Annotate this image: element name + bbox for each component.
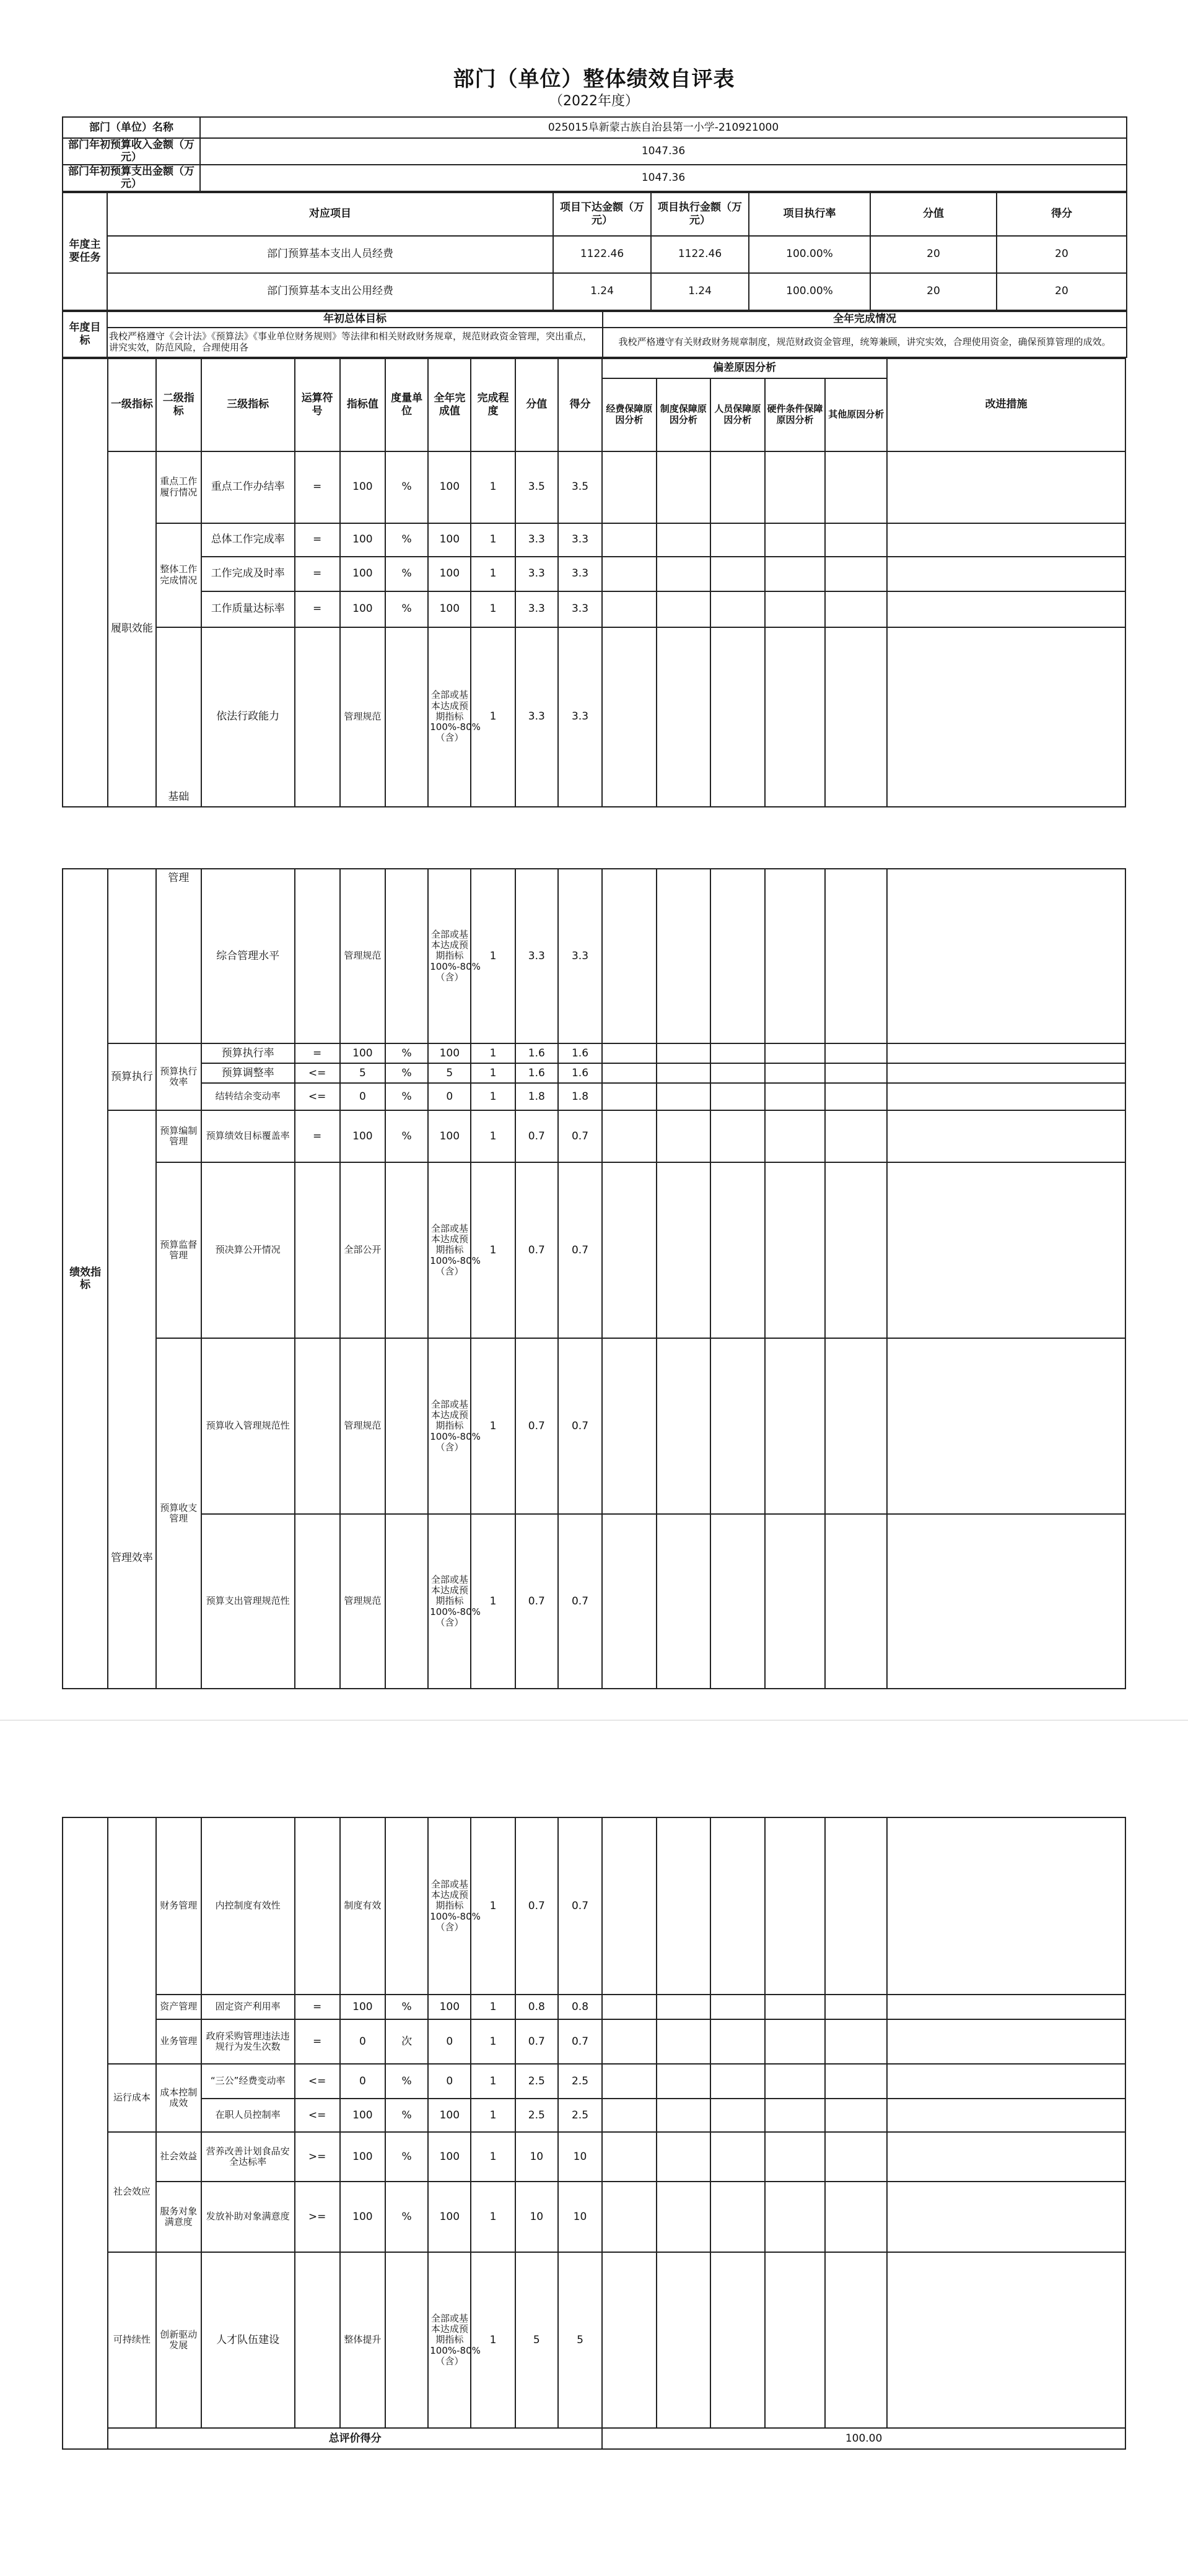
degree: 1 [471, 2064, 515, 2099]
total-row [63, 2428, 1125, 2449]
unit: % [385, 523, 428, 557]
budget-expense-value: 1047.36 [200, 165, 1127, 191]
l2-shehuixy: 社会效益 [156, 2132, 201, 2182]
task-rate: 100.00% [749, 273, 870, 310]
unit: % [385, 591, 428, 627]
degree: 1 [471, 2019, 515, 2064]
l2-zhongdian: 重点工作履行情况 [156, 451, 201, 523]
annual-goals-label: 年度目标 [63, 311, 107, 357]
col-executed-amount: 项目执行金额（万元） [651, 193, 749, 236]
value: 10 [515, 2182, 558, 2252]
operator: = [295, 1110, 340, 1162]
actual-range: 全部或基本达成预期指标100%-80%（含） [428, 1338, 471, 1514]
indicator-name: 结转结余变动率 [201, 1083, 295, 1110]
target: 100 [340, 591, 385, 627]
perf-section-left-cell [63, 359, 108, 807]
l1-lvzhi [108, 451, 155, 807]
score: 0.7 [558, 1338, 602, 1514]
col-dev-hardware: 硬件条件保障原因分析 [765, 378, 826, 451]
target: 100 [340, 2099, 385, 2132]
table-row [63, 557, 1125, 591]
completion-label: 全年完成情况 [603, 311, 1127, 328]
unit: % [385, 557, 428, 591]
target: 0 [340, 2019, 385, 2064]
indicator-name: 预算绩效目标覆盖率 [201, 1110, 295, 1162]
degree: 1 [471, 2182, 515, 2252]
table-row [63, 1162, 1125, 1338]
actual-range: 全部或基本达成预期指标100%-80%（含） [428, 1817, 471, 1995]
value: 1.6 [515, 1043, 558, 1063]
score: 0.7 [558, 1110, 602, 1162]
indicator-name: 预算执行率 [201, 1043, 295, 1063]
operator: = [295, 2019, 340, 2064]
task-value: 20 [870, 236, 997, 273]
actual-range: 全部或基本达成预期指标100%-80%（含） [428, 1162, 471, 1338]
col-score: 得分 [997, 193, 1127, 236]
indicator-name: 工作完成及时率 [201, 557, 295, 591]
target: 制度有效 [340, 1817, 385, 1995]
table-row [63, 1514, 1125, 1689]
degree: 1 [471, 2099, 515, 2132]
score: 10 [558, 2182, 602, 2252]
col-actual: 全年完成值 [428, 359, 471, 451]
table-row [63, 2132, 1125, 2182]
col-degree: 完成程度 [471, 359, 515, 451]
degree: 1 [471, 1995, 515, 2019]
value: 2.5 [515, 2099, 558, 2132]
l1-label: 履职效能 [110, 622, 153, 635]
indicator-name: 营养改善计划食品安全达标率 [201, 2132, 295, 2182]
actual: 100 [428, 591, 471, 627]
score: 5 [558, 2252, 602, 2428]
col-dev-funding: 经费保障原因分析 [602, 378, 657, 451]
degree: 1 [471, 523, 515, 557]
unit: % [385, 1083, 428, 1110]
degree: 1 [471, 1063, 515, 1083]
page-subtitle: （2022年度） [549, 94, 639, 109]
value: 1.8 [515, 1083, 558, 1110]
degree: 1 [471, 627, 515, 807]
l2-yusuan-zxxl: 预算执行效率 [156, 1043, 201, 1110]
unit: % [385, 2132, 428, 2182]
actual: 100 [428, 2099, 471, 2132]
budget-income-value: 1047.36 [200, 138, 1127, 165]
col-l2: 二级指标 [156, 359, 201, 451]
table-row [63, 1338, 1125, 1514]
actual: 0 [428, 2064, 471, 2099]
unit-name-label: 部门（单位）名称 [63, 117, 200, 138]
degree: 1 [471, 1338, 515, 1514]
task-name: 部门预算基本支出人员经费 [107, 236, 553, 273]
indicator-name: 发放补助对象满意度 [201, 2182, 295, 2252]
col-issued-amount: 项目下达金额（万元） [553, 193, 651, 236]
task-executed: 1.24 [651, 273, 749, 310]
col-operator: 运算符号 [295, 359, 340, 451]
l1-guanli: 管理效率 [108, 1110, 155, 1689]
l2-fuwu: 服务对象满意度 [156, 2182, 201, 2252]
unit-name-value: 025015阜新蒙古族自治县第一小学-210921000 [200, 117, 1127, 138]
table-row [63, 1110, 1125, 1162]
budget-expense-label: 部门年初预算支出金额（万元） [63, 165, 200, 191]
operator: = [295, 523, 340, 557]
score: 3.3 [558, 557, 602, 591]
target: 管理规范 [340, 627, 385, 807]
degree: 1 [471, 1083, 515, 1110]
value: 2.5 [515, 2064, 558, 2099]
score: 3.3 [558, 627, 602, 807]
annual-tasks-table [62, 192, 1127, 311]
col-improve: 改进措施 [887, 359, 1125, 451]
total-label: 总评价得分 [108, 2428, 602, 2449]
target: 100 [340, 2132, 385, 2182]
col-unit: 度量单位 [385, 359, 428, 451]
l2-chuangxin: 创新驱动发展 [156, 2252, 201, 2428]
indicator-name: 预算收入管理规范性 [201, 1338, 295, 1514]
target: 100 [340, 1043, 385, 1063]
target: 0 [340, 1083, 385, 1110]
unit: % [385, 2064, 428, 2099]
target: 100 [340, 557, 385, 591]
col-value: 分值 [515, 359, 558, 451]
degree: 1 [471, 869, 515, 1043]
task-score: 20 [997, 236, 1127, 273]
operator: = [295, 591, 340, 627]
operator: = [295, 557, 340, 591]
operator: = [295, 451, 340, 523]
col-target: 指标值 [340, 359, 385, 451]
target: 100 [340, 523, 385, 557]
target: 整体提升 [340, 2252, 385, 2428]
perf-label-text: 绩效指标 [69, 1266, 102, 1291]
table-row [63, 2099, 1125, 2132]
l1-shehui: 社会效应 [108, 2132, 155, 2252]
operator: = [295, 1995, 340, 2019]
col-l1: 一级指标 [108, 359, 155, 451]
score: 0.7 [558, 1817, 602, 1995]
value: 3.3 [515, 627, 558, 807]
score: 3.5 [558, 451, 602, 523]
page-break [0, 1720, 1188, 1721]
value: 1.6 [515, 1063, 558, 1083]
indicator-name: 预决算公开情况 [201, 1162, 295, 1338]
target: 管理规范 [340, 869, 385, 1043]
actual-range: 全部或基本达成预期指标100%-80%（含） [428, 627, 471, 807]
degree: 1 [471, 1514, 515, 1689]
operator: <= [295, 1083, 340, 1110]
indicator-name: 预算调整率 [201, 1063, 295, 1083]
table-row [63, 2252, 1125, 2428]
indicator-name: 总体工作完成率 [201, 523, 295, 557]
target: 5 [340, 1063, 385, 1083]
completion-text: 我校严格遵守有关财政财务规章制度，规范财政资金管理，统筹兼顾，讲究实效，合理使用资金，确保预算管理的成效。 [603, 328, 1127, 357]
table-row [63, 591, 1125, 627]
l2-zhengti: 整体工作完成情况 [156, 523, 201, 627]
unit: 次 [385, 2019, 428, 2064]
operator: >= [295, 2132, 340, 2182]
perf-section-left-cell [63, 1817, 108, 2449]
col-score-value: 分值 [870, 193, 997, 236]
value: 5 [515, 2252, 558, 2428]
score: 1.6 [558, 1043, 602, 1063]
col-dev-other: 其他原因分析 [825, 378, 887, 451]
task-issued: 1122.46 [553, 236, 651, 273]
unit: % [385, 451, 428, 523]
table-row [63, 236, 1127, 273]
l1-yusuan-zx: 预算执行 [108, 1043, 155, 1110]
target: 100 [340, 2182, 385, 2252]
initial-goal-text: 我校严格遵守《会计法》《预算法》《事业单位财务规则》等法律和相关财政财务规章，规范财政资金管理，突出重点，讲究实效，防范风险，合理使用各 [107, 328, 603, 357]
table-row [63, 451, 1125, 523]
score: 1.6 [558, 1063, 602, 1083]
actual: 100 [428, 557, 471, 591]
actual: 0 [428, 2019, 471, 2064]
target: 0 [340, 2064, 385, 2099]
table-row [63, 1063, 1125, 1083]
operator: <= [295, 1063, 340, 1083]
score: 10 [558, 2132, 602, 2182]
indicator-name: 重点工作办结率 [201, 451, 295, 523]
degree: 1 [471, 1043, 515, 1063]
task-score: 20 [997, 273, 1127, 310]
indicator-name: 依法行政能力 [201, 627, 295, 807]
initial-goal-label: 年初总体目标 [107, 311, 603, 328]
actual: 0 [428, 1083, 471, 1110]
performance-table-part-3 [62, 1817, 1126, 2450]
degree: 1 [471, 557, 515, 591]
score: 0.7 [558, 1162, 602, 1338]
indicator-name: 预算支出管理规范性 [201, 1514, 295, 1689]
l1-guanli-cont [108, 1817, 155, 2064]
indicator-name: 内控制度有效性 [201, 1817, 295, 1995]
l2-yewu: 业务管理 [156, 2019, 201, 2064]
actual: 100 [428, 1110, 471, 1162]
unit: % [385, 1110, 428, 1162]
table-row [63, 869, 1125, 1043]
value: 0.7 [515, 1162, 558, 1338]
unit: % [385, 1043, 428, 1063]
actual: 100 [428, 2182, 471, 2252]
value: 0.7 [515, 2019, 558, 2064]
table-row [63, 1043, 1125, 1063]
value: 3.3 [515, 557, 558, 591]
score: 3.3 [558, 523, 602, 557]
l2-yusuan-bz: 预算编制管理 [156, 1110, 201, 1162]
target: 管理规范 [340, 1514, 385, 1689]
task-executed: 1122.46 [651, 236, 749, 273]
operator: <= [295, 2064, 340, 2099]
col-dev-staff: 人员保障原因分析 [710, 378, 765, 451]
table-row [63, 627, 1125, 807]
annual-tasks-label: 年度主要任务 [63, 193, 107, 310]
value: 0.7 [515, 1338, 558, 1514]
table-row [63, 2182, 1125, 2252]
degree: 1 [471, 451, 515, 523]
table-row [63, 523, 1125, 557]
operator: >= [295, 2182, 340, 2252]
indicator-name: 在职人员控制率 [201, 2099, 295, 2132]
indicator-name: 工作质量达标率 [201, 591, 295, 627]
actual: 100 [428, 1043, 471, 1063]
actual-range: 全部或基本达成预期指标100%-80%（含） [428, 2252, 471, 2428]
l2-jichu-bottom: 管理 [156, 869, 201, 1043]
score: 0.7 [558, 1514, 602, 1689]
evaluation-table-section-1 [62, 116, 1127, 192]
actual: 100 [428, 523, 471, 557]
target: 100 [340, 451, 385, 523]
value: 3.3 [515, 869, 558, 1043]
task-issued: 1.24 [553, 273, 651, 310]
col-score: 得分 [558, 359, 602, 451]
unit: % [385, 1063, 428, 1083]
col-project: 对应项目 [107, 193, 553, 236]
task-value: 20 [870, 273, 997, 310]
value: 3.3 [515, 523, 558, 557]
table-row [63, 1817, 1125, 1995]
score: 0.7 [558, 2019, 602, 2064]
l1-yunxing: 运行成本 [108, 2064, 155, 2132]
actual: 100 [428, 1995, 471, 2019]
col-dev-system: 制度保障原因分析 [657, 378, 711, 451]
l2-yusuan-sz: 预算收支管理 [156, 1338, 201, 1689]
l2-yusuan-jd: 预算监督管理 [156, 1162, 201, 1338]
unit: % [385, 2099, 428, 2132]
score: 3.3 [558, 869, 602, 1043]
score: 1.8 [558, 1083, 602, 1110]
actual: 5 [428, 1063, 471, 1083]
actual-range: 全部或基本达成预期指标100%-80%（含） [428, 869, 471, 1043]
l2-chengben: 成本控制成效 [156, 2064, 201, 2132]
target: 100 [340, 1110, 385, 1162]
value: 0.7 [515, 1514, 558, 1689]
task-name: 部门预算基本支出公用经费 [107, 273, 553, 310]
score: 2.5 [558, 2099, 602, 2132]
annual-goals-table [62, 311, 1127, 358]
indicator-name: 人才队伍建设 [201, 2252, 295, 2428]
performance-table-part-2 [62, 868, 1126, 1689]
degree: 1 [471, 2252, 515, 2428]
l2-caiwu: 财务管理 [156, 1817, 201, 1995]
l2-zichan: 资产管理 [156, 1995, 201, 2019]
value: 0.7 [515, 1817, 558, 1995]
actual: 100 [428, 2132, 471, 2182]
value: 10 [515, 2132, 558, 2182]
value: 0.7 [515, 1110, 558, 1162]
actual-range: 全部或基本达成预期指标100%-80%（含） [428, 1514, 471, 1689]
task-rate: 100.00% [749, 236, 870, 273]
table-row [63, 1083, 1125, 1110]
col-execution-rate: 项目执行率 [749, 193, 870, 236]
performance-table-part-1 [62, 358, 1126, 807]
budget-income-label: 部门年初预算收入金额（万元） [63, 138, 200, 165]
col-deviation: 偏差原因分析 [602, 359, 887, 378]
degree: 1 [471, 1110, 515, 1162]
col-l3: 三级指标 [201, 359, 295, 451]
degree: 1 [471, 1817, 515, 1995]
target: 管理规范 [340, 1338, 385, 1514]
target: 100 [340, 1995, 385, 2019]
degree: 1 [471, 1162, 515, 1338]
table-row [63, 273, 1127, 310]
score: 3.3 [558, 591, 602, 627]
degree: 1 [471, 591, 515, 627]
table-row [63, 1995, 1125, 2019]
total-value: 100.00 [602, 2428, 1125, 2449]
value: 3.5 [515, 451, 558, 523]
target: 全部公开 [340, 1162, 385, 1338]
indicator-name: 政府采购管理违法违规行为发生次数 [201, 2019, 295, 2064]
value: 0.8 [515, 1995, 558, 2019]
l2-jichu-top: 基础 [156, 627, 201, 807]
indicator-name: 固定资产利用率 [201, 1995, 295, 2019]
score: 2.5 [558, 2064, 602, 2099]
operator: = [295, 1043, 340, 1063]
table-row [63, 2019, 1125, 2064]
table-row [63, 2064, 1125, 2099]
degree: 1 [471, 2132, 515, 2182]
value: 3.3 [515, 591, 558, 627]
unit: % [385, 2182, 428, 2252]
operator: <= [295, 2099, 340, 2132]
page-title: 部门（单位）整体绩效自评表 [453, 67, 735, 92]
score: 0.8 [558, 1995, 602, 2019]
unit: % [385, 1995, 428, 2019]
actual: 100 [428, 451, 471, 523]
indicator-name: 综合管理水平 [201, 869, 295, 1043]
indicator-name: “三公”经费变动率 [201, 2064, 295, 2099]
l1-kechixu: 可持续性 [108, 2252, 155, 2428]
perf-section-label [63, 869, 108, 1689]
